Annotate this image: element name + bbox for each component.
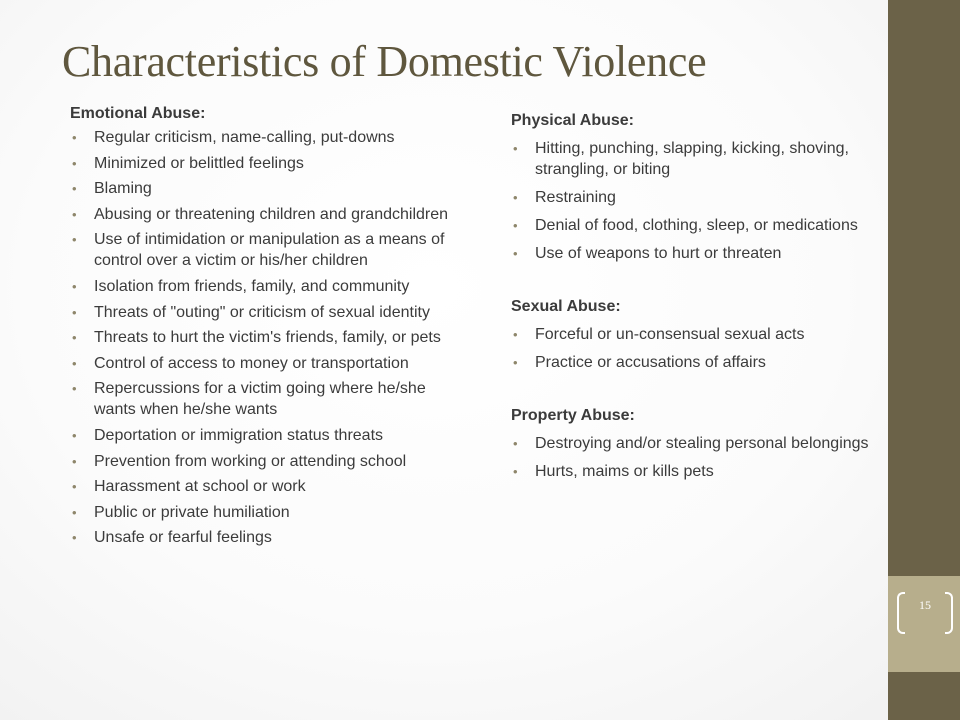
property-abuse-list xyxy=(511,433,871,482)
list-item: • Deportation or immigration status threats xyxy=(70,425,470,446)
list-item: • Regular criticism, name-calling, put-downs xyxy=(70,127,470,148)
list-item: • Minimized or belittled feelings xyxy=(70,153,470,174)
physical-abuse-list xyxy=(511,138,871,264)
section-heading-emotional-abuse: Emotional Abuse: xyxy=(70,105,206,122)
list-item: • Prevention from working or attending school xyxy=(70,451,470,472)
section-spacer xyxy=(511,271,871,297)
list-item: • Forceful or un-consensual sexual acts xyxy=(511,324,871,345)
list-item: • Denial of food, clothing, sleep, or medications xyxy=(511,215,871,236)
right-column xyxy=(511,111,871,489)
list-item: • Harassment at school or work xyxy=(70,476,470,497)
list-item: • Control of access to money or transportation xyxy=(70,353,470,374)
section-heading-sexual-abuse: Sexual Abuse: xyxy=(511,298,621,315)
slide-title: Characteristics of Domestic Violence xyxy=(62,37,707,86)
list-item: • Repercussions for a victim going where he/she wants when he/she wants xyxy=(70,378,470,420)
list-item: • Hitting, punching, slapping, kicking, shoving, strangling, or biting xyxy=(511,138,871,180)
bracket-right xyxy=(945,592,953,634)
emotional-abuse-list xyxy=(70,127,470,548)
section-spacer xyxy=(511,380,871,406)
list-item: • Destroying and/or stealing personal belongings xyxy=(511,433,871,454)
list-item: • Blaming xyxy=(70,178,470,199)
list-item: • Use of weapons to hurt or threaten xyxy=(511,243,871,264)
list-item: • Restraining xyxy=(511,187,871,208)
list-item: • Abusing or threatening children and grandchildren xyxy=(70,204,470,225)
list-item: • Isolation from friends, family, and community xyxy=(70,276,470,297)
list-item: • Threats of "outing" or criticism of sexual identity xyxy=(70,302,470,323)
list-item: • Public or private humiliation xyxy=(70,502,470,523)
section-heading-property-abuse: Property Abuse: xyxy=(511,407,635,424)
page-number: 15 xyxy=(919,598,931,612)
list-item: • Hurts, maims or kills pets xyxy=(511,461,871,482)
bracket-left xyxy=(897,592,905,634)
sexual-abuse-list xyxy=(511,324,871,373)
list-item: • Unsafe or fearful feelings xyxy=(70,527,470,548)
list-item: • Use of intimidation or manipulation as a means of control over a victim or his/her children xyxy=(70,229,470,271)
section-heading-physical-abuse: Physical Abuse: xyxy=(511,112,635,129)
list-item: • Practice or accusations of affairs xyxy=(511,352,871,373)
emotional-abuse-column xyxy=(70,104,470,553)
page-number-box xyxy=(897,592,953,634)
list-item: • Threats to hurt the victim's friends, family, or pets xyxy=(70,327,470,348)
